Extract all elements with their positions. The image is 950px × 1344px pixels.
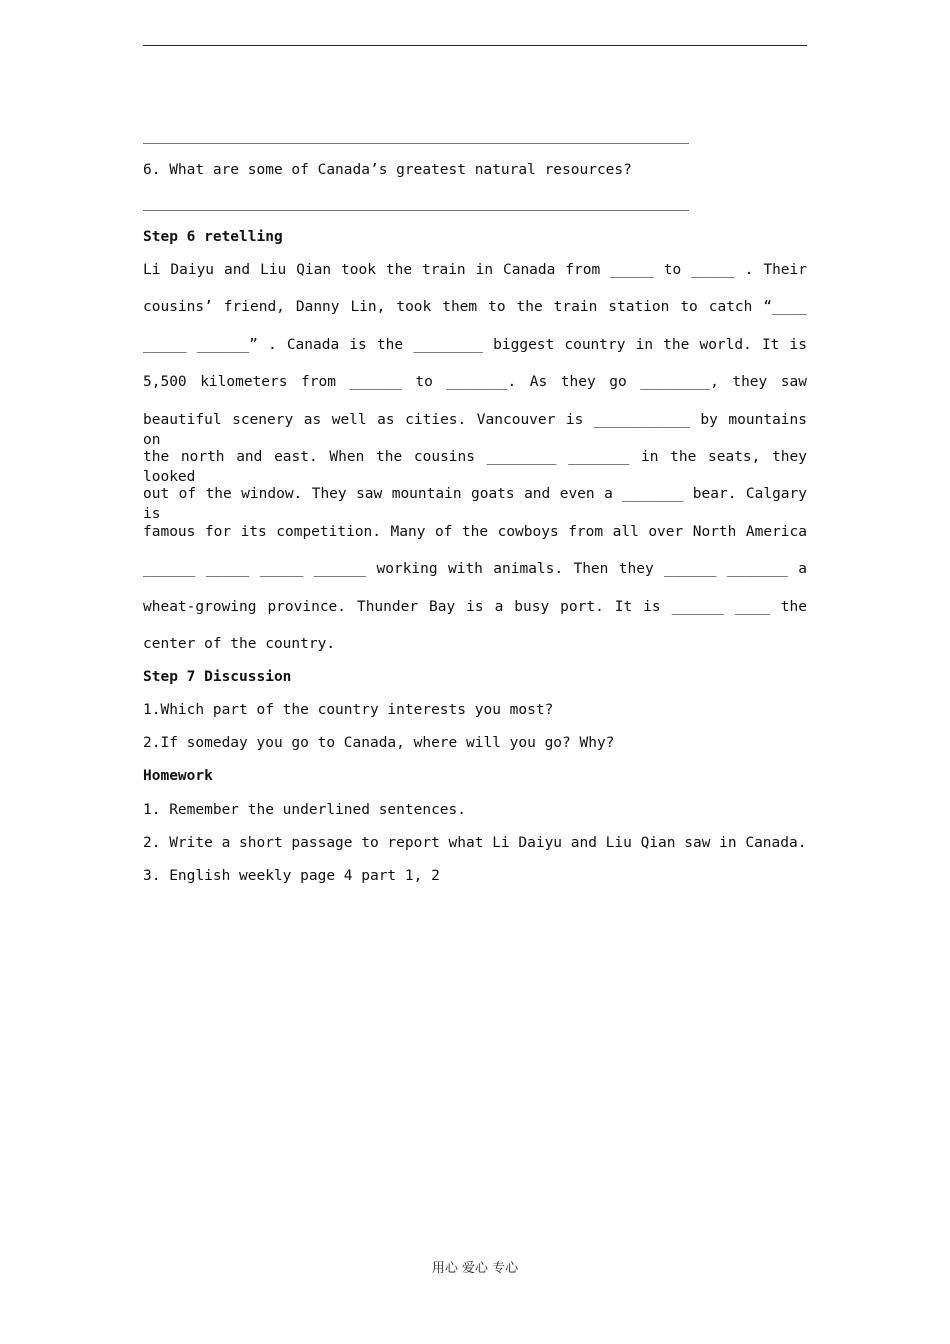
retelling-line: _____ ______” . Canada is the ________ biggest country in the world. It is <box>143 336 807 353</box>
retelling-line: center of the country. <box>143 635 336 652</box>
homework-item: 1. Remember the underlined sentences. <box>143 802 467 818</box>
retelling-line: cousins’ friend, Danny Lin, took them to the train station to catch “____ <box>143 299 807 316</box>
retelling-paragraph <box>143 260 807 671</box>
discussion-item: 2.If someday you go to Canada, where will you go? Why? <box>143 735 615 751</box>
homework-heading: Homework <box>143 768 213 784</box>
step6-heading: Step 6 retelling <box>143 229 283 245</box>
step7-heading: Step 7 Discussion <box>143 669 292 685</box>
retelling-line: wheat-growing province. Thunder Bay is a busy port. It is ______ ____ the <box>143 598 807 615</box>
retelling-line: ______ _____ _____ ______ working with animals. Then they ______ _______ a <box>143 561 807 578</box>
homework-item: 3. English weekly page 4 part 1, 2 <box>143 868 440 884</box>
retelling-line: Li Daiyu and Liu Qian took the train in Canada from _____ to _____ . Their <box>143 262 807 278</box>
retelling-line: out of the window. They saw mountain goats and even a _______ bear. Calgary is <box>143 486 807 523</box>
retelling-line: the north and east. When the cousins ________ _______ in the seats, they looked <box>143 448 807 485</box>
retelling-line: 5,500 kilometers from ______ to _______. As they go ________, they saw <box>143 374 807 391</box>
question-6: 6. What are some of Canada’s greatest natural resources? <box>143 162 632 178</box>
answer-line-6 <box>143 210 689 211</box>
page-footer: 用心 爱心 专心 <box>431 1261 519 1276</box>
homework-item: 2. Write a short passage to report what Li Daiyu and Liu Qian saw in Canada. <box>143 835 807 851</box>
retelling-line: famous for its competition. Many of the cowboys from all over North America <box>143 523 807 540</box>
discussion-item: 1.Which part of the country interests you most? <box>143 702 554 718</box>
retelling-line: beautiful scenery as well as cities. Vancouver is ___________ by mountains on <box>143 411 807 448</box>
answer-line-5 <box>143 143 689 144</box>
header-rule <box>143 45 807 46</box>
